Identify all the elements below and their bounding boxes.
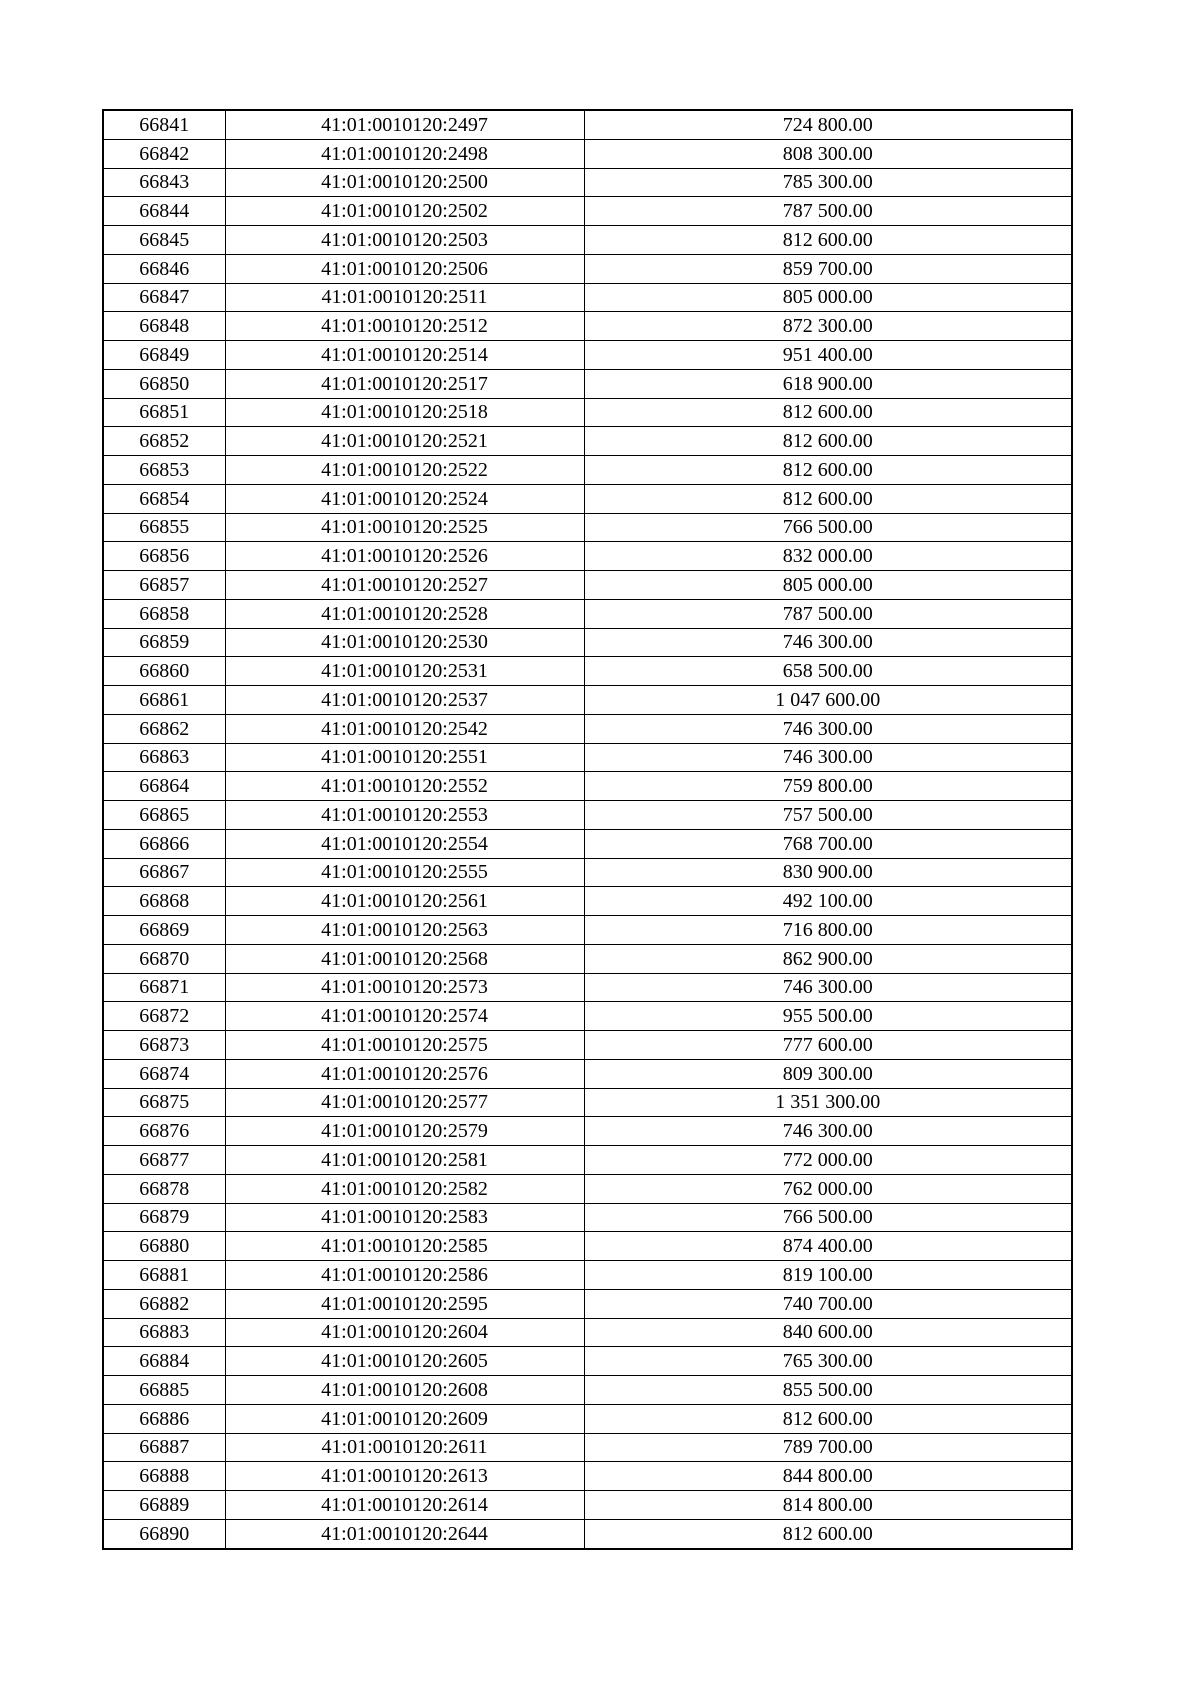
cadastral-number-cell: 41:01:0010120:2527 [225, 571, 584, 600]
table-row [103, 312, 1072, 341]
row-number-cell: 66846 [103, 254, 225, 283]
cadastral-number-cell: 41:01:0010120:2585 [225, 1232, 584, 1261]
row-number-cell: 66848 [103, 312, 225, 341]
row-number-cell: 66888 [103, 1462, 225, 1491]
row-number-cell: 66869 [103, 916, 225, 945]
cadastral-value-cell: 812 600.00 [584, 398, 1072, 427]
cadastral-number-cell: 41:01:0010120:2511 [225, 283, 584, 312]
cadastral-value-cell: 765 300.00 [584, 1347, 1072, 1376]
row-number-cell: 66857 [103, 571, 225, 600]
cadastral-value-cell: 757 500.00 [584, 801, 1072, 830]
cadastral-number-cell: 41:01:0010120:2514 [225, 341, 584, 370]
cadastral-number-cell: 41:01:0010120:2586 [225, 1261, 584, 1290]
row-number-cell: 66870 [103, 944, 225, 973]
cadastral-value-cell: 724 800.00 [584, 110, 1072, 139]
cadastral-value-cell: 819 100.00 [584, 1261, 1072, 1290]
cadastral-number-cell: 41:01:0010120:2530 [225, 628, 584, 657]
cadastral-value-cell: 746 300.00 [584, 714, 1072, 743]
row-number-cell: 66875 [103, 1088, 225, 1117]
row-number-cell: 66887 [103, 1433, 225, 1462]
table-body [103, 110, 1072, 1549]
cadastral-number-cell: 41:01:0010120:2555 [225, 858, 584, 887]
table-row [103, 1404, 1072, 1433]
row-number-cell: 66865 [103, 801, 225, 830]
cadastral-number-cell: 41:01:0010120:2614 [225, 1491, 584, 1520]
cadastral-value-cell: 1 047 600.00 [584, 686, 1072, 715]
table-row [103, 1059, 1072, 1088]
table-row [103, 1289, 1072, 1318]
table-row [103, 1491, 1072, 1520]
cadastral-number-cell: 41:01:0010120:2568 [225, 944, 584, 973]
cadastral-value-cell: 787 500.00 [584, 197, 1072, 226]
cadastral-number-cell: 41:01:0010120:2576 [225, 1059, 584, 1088]
row-number-cell: 66855 [103, 513, 225, 542]
cadastral-value-cell: 814 800.00 [584, 1491, 1072, 1520]
cadastral-value-cell: 766 500.00 [584, 1203, 1072, 1232]
cadastral-number-cell: 41:01:0010120:2575 [225, 1031, 584, 1060]
table-row [103, 110, 1072, 139]
cadastral-value-cell: 808 300.00 [584, 139, 1072, 168]
cadastral-number-cell: 41:01:0010120:2563 [225, 916, 584, 945]
row-number-cell: 66876 [103, 1117, 225, 1146]
cadastral-number-cell: 41:01:0010120:2542 [225, 714, 584, 743]
table-row [103, 944, 1072, 973]
row-number-cell: 66879 [103, 1203, 225, 1232]
cadastral-number-cell: 41:01:0010120:2506 [225, 254, 584, 283]
cadastral-number-cell: 41:01:0010120:2552 [225, 772, 584, 801]
cadastral-number-cell: 41:01:0010120:2613 [225, 1462, 584, 1491]
cadastral-number-cell: 41:01:0010120:2526 [225, 542, 584, 571]
table-row [103, 398, 1072, 427]
table-row [103, 973, 1072, 1002]
table-row [103, 513, 1072, 542]
table-row [103, 743, 1072, 772]
table-row [103, 226, 1072, 255]
cadastral-value-cell: 789 700.00 [584, 1433, 1072, 1462]
cadastral-value-cell: 805 000.00 [584, 283, 1072, 312]
row-number-cell: 66886 [103, 1404, 225, 1433]
cadastral-value-cell: 830 900.00 [584, 858, 1072, 887]
table-row [103, 1174, 1072, 1203]
cadastral-number-cell: 41:01:0010120:2497 [225, 110, 584, 139]
cadastral-number-cell: 41:01:0010120:2537 [225, 686, 584, 715]
cadastral-number-cell: 41:01:0010120:2553 [225, 801, 584, 830]
cadastral-value-cell: 812 600.00 [584, 456, 1072, 485]
row-number-cell: 66878 [103, 1174, 225, 1203]
table-row [103, 427, 1072, 456]
cadastral-value-cell: 492 100.00 [584, 887, 1072, 916]
table-row [103, 456, 1072, 485]
cadastral-value-cell: 768 700.00 [584, 829, 1072, 858]
table-row [103, 887, 1072, 916]
table-row [103, 829, 1072, 858]
cadastral-value-cell: 812 600.00 [584, 427, 1072, 456]
table-row [103, 1519, 1072, 1548]
row-number-cell: 66889 [103, 1491, 225, 1520]
cadastral-number-cell: 41:01:0010120:2573 [225, 973, 584, 1002]
cadastral-number-cell: 41:01:0010120:2503 [225, 226, 584, 255]
cadastral-value-cell: 844 800.00 [584, 1462, 1072, 1491]
table-row [103, 1318, 1072, 1347]
table-row [103, 686, 1072, 715]
row-number-cell: 66850 [103, 369, 225, 398]
row-number-cell: 66880 [103, 1232, 225, 1261]
table-row [103, 916, 1072, 945]
row-number-cell: 66871 [103, 973, 225, 1002]
cadastral-number-cell: 41:01:0010120:2577 [225, 1088, 584, 1117]
row-number-cell: 66849 [103, 341, 225, 370]
cadastral-number-cell: 41:01:0010120:2524 [225, 484, 584, 513]
table-row [103, 139, 1072, 168]
table-row [103, 858, 1072, 887]
cadastral-value-cell: 872 300.00 [584, 312, 1072, 341]
cadastral-number-cell: 41:01:0010120:2583 [225, 1203, 584, 1232]
cadastral-number-cell: 41:01:0010120:2531 [225, 657, 584, 686]
cadastral-number-cell: 41:01:0010120:2517 [225, 369, 584, 398]
row-number-cell: 66862 [103, 714, 225, 743]
cadastral-number-cell: 41:01:0010120:2582 [225, 1174, 584, 1203]
row-number-cell: 66841 [103, 110, 225, 139]
row-number-cell: 66890 [103, 1519, 225, 1548]
row-number-cell: 66860 [103, 657, 225, 686]
cadastral-value-cell: 812 600.00 [584, 226, 1072, 255]
cadastral-number-cell: 41:01:0010120:2554 [225, 829, 584, 858]
row-number-cell: 66867 [103, 858, 225, 887]
cadastral-value-table [102, 109, 1073, 1550]
row-number-cell: 66881 [103, 1261, 225, 1290]
cadastral-value-cell: 759 800.00 [584, 772, 1072, 801]
cadastral-value-cell: 855 500.00 [584, 1376, 1072, 1405]
cadastral-value-cell: 874 400.00 [584, 1232, 1072, 1261]
table-row [103, 283, 1072, 312]
table-row [103, 1031, 1072, 1060]
row-number-cell: 66868 [103, 887, 225, 916]
row-number-cell: 66885 [103, 1376, 225, 1405]
cadastral-number-cell: 41:01:0010120:2611 [225, 1433, 584, 1462]
row-number-cell: 66872 [103, 1002, 225, 1031]
table-row [103, 1117, 1072, 1146]
cadastral-value-cell: 716 800.00 [584, 916, 1072, 945]
row-number-cell: 66858 [103, 599, 225, 628]
cadastral-number-cell: 41:01:0010120:2528 [225, 599, 584, 628]
cadastral-number-cell: 41:01:0010120:2644 [225, 1519, 584, 1548]
cadastral-value-cell: 618 900.00 [584, 369, 1072, 398]
table-row [103, 628, 1072, 657]
cadastral-number-cell: 41:01:0010120:2581 [225, 1146, 584, 1175]
table-row [103, 197, 1072, 226]
table-row [103, 1232, 1072, 1261]
cadastral-value-cell: 951 400.00 [584, 341, 1072, 370]
cadastral-number-cell: 41:01:0010120:2595 [225, 1289, 584, 1318]
cadastral-number-cell: 41:01:0010120:2522 [225, 456, 584, 485]
row-number-cell: 66856 [103, 542, 225, 571]
cadastral-number-cell: 41:01:0010120:2518 [225, 398, 584, 427]
cadastral-value-cell: 746 300.00 [584, 743, 1072, 772]
row-number-cell: 66873 [103, 1031, 225, 1060]
table-row [103, 571, 1072, 600]
cadastral-number-cell: 41:01:0010120:2609 [225, 1404, 584, 1433]
cadastral-value-cell: 840 600.00 [584, 1318, 1072, 1347]
table-row [103, 714, 1072, 743]
table-row [103, 1462, 1072, 1491]
row-number-cell: 66864 [103, 772, 225, 801]
row-number-cell: 66844 [103, 197, 225, 226]
cadastral-number-cell: 41:01:0010120:2551 [225, 743, 584, 772]
table-row [103, 1088, 1072, 1117]
cadastral-number-cell: 41:01:0010120:2561 [225, 887, 584, 916]
row-number-cell: 66851 [103, 398, 225, 427]
table-row [103, 484, 1072, 513]
cadastral-number-cell: 41:01:0010120:2521 [225, 427, 584, 456]
row-number-cell: 66866 [103, 829, 225, 858]
table-row [103, 1347, 1072, 1376]
row-number-cell: 66861 [103, 686, 225, 715]
cadastral-value-cell: 787 500.00 [584, 599, 1072, 628]
row-number-cell: 66883 [103, 1318, 225, 1347]
table-row [103, 369, 1072, 398]
row-number-cell: 66854 [103, 484, 225, 513]
cadastral-number-cell: 41:01:0010120:2605 [225, 1347, 584, 1376]
cadastral-number-cell: 41:01:0010120:2512 [225, 312, 584, 341]
table-row [103, 599, 1072, 628]
cadastral-number-cell: 41:01:0010120:2604 [225, 1318, 584, 1347]
cadastral-value-cell: 812 600.00 [584, 1404, 1072, 1433]
table-row [103, 1146, 1072, 1175]
table-row [103, 168, 1072, 197]
row-number-cell: 66877 [103, 1146, 225, 1175]
row-number-cell: 66843 [103, 168, 225, 197]
cadastral-value-cell: 746 300.00 [584, 1117, 1072, 1146]
row-number-cell: 66882 [103, 1289, 225, 1318]
cadastral-number-cell: 41:01:0010120:2608 [225, 1376, 584, 1405]
table-row [103, 1261, 1072, 1290]
cadastral-value-cell: 955 500.00 [584, 1002, 1072, 1031]
cadastral-value-cell: 1 351 300.00 [584, 1088, 1072, 1117]
table-row [103, 1433, 1072, 1462]
cadastral-value-cell: 809 300.00 [584, 1059, 1072, 1088]
table-row [103, 254, 1072, 283]
cadastral-value-cell: 746 300.00 [584, 973, 1072, 1002]
cadastral-number-cell: 41:01:0010120:2502 [225, 197, 584, 226]
cadastral-number-cell: 41:01:0010120:2579 [225, 1117, 584, 1146]
cadastral-value-cell: 746 300.00 [584, 628, 1072, 657]
cadastral-number-cell: 41:01:0010120:2525 [225, 513, 584, 542]
table-row [103, 1203, 1072, 1232]
table-row [103, 1376, 1072, 1405]
cadastral-value-cell: 862 900.00 [584, 944, 1072, 973]
cadastral-value-cell: 740 700.00 [584, 1289, 1072, 1318]
table-row [103, 657, 1072, 686]
cadastral-value-cell: 658 500.00 [584, 657, 1072, 686]
cadastral-value-cell: 812 600.00 [584, 1519, 1072, 1548]
cadastral-value-cell: 812 600.00 [584, 484, 1072, 513]
row-number-cell: 66845 [103, 226, 225, 255]
cadastral-value-cell: 777 600.00 [584, 1031, 1072, 1060]
cadastral-number-cell: 41:01:0010120:2574 [225, 1002, 584, 1031]
cadastral-value-cell: 762 000.00 [584, 1174, 1072, 1203]
row-number-cell: 66863 [103, 743, 225, 772]
table-row [103, 772, 1072, 801]
cadastral-value-cell: 766 500.00 [584, 513, 1072, 542]
row-number-cell: 66853 [103, 456, 225, 485]
cadastral-value-cell: 859 700.00 [584, 254, 1072, 283]
table-row [103, 1002, 1072, 1031]
row-number-cell: 66874 [103, 1059, 225, 1088]
row-number-cell: 66852 [103, 427, 225, 456]
row-number-cell: 66859 [103, 628, 225, 657]
table-row [103, 542, 1072, 571]
cadastral-value-cell: 772 000.00 [584, 1146, 1072, 1175]
table-row [103, 341, 1072, 370]
cadastral-number-cell: 41:01:0010120:2498 [225, 139, 584, 168]
cadastral-value-cell: 832 000.00 [584, 542, 1072, 571]
row-number-cell: 66842 [103, 139, 225, 168]
table-row [103, 801, 1072, 830]
row-number-cell: 66847 [103, 283, 225, 312]
cadastral-number-cell: 41:01:0010120:2500 [225, 168, 584, 197]
cadastral-value-cell: 785 300.00 [584, 168, 1072, 197]
row-number-cell: 66884 [103, 1347, 225, 1376]
cadastral-value-cell: 805 000.00 [584, 571, 1072, 600]
